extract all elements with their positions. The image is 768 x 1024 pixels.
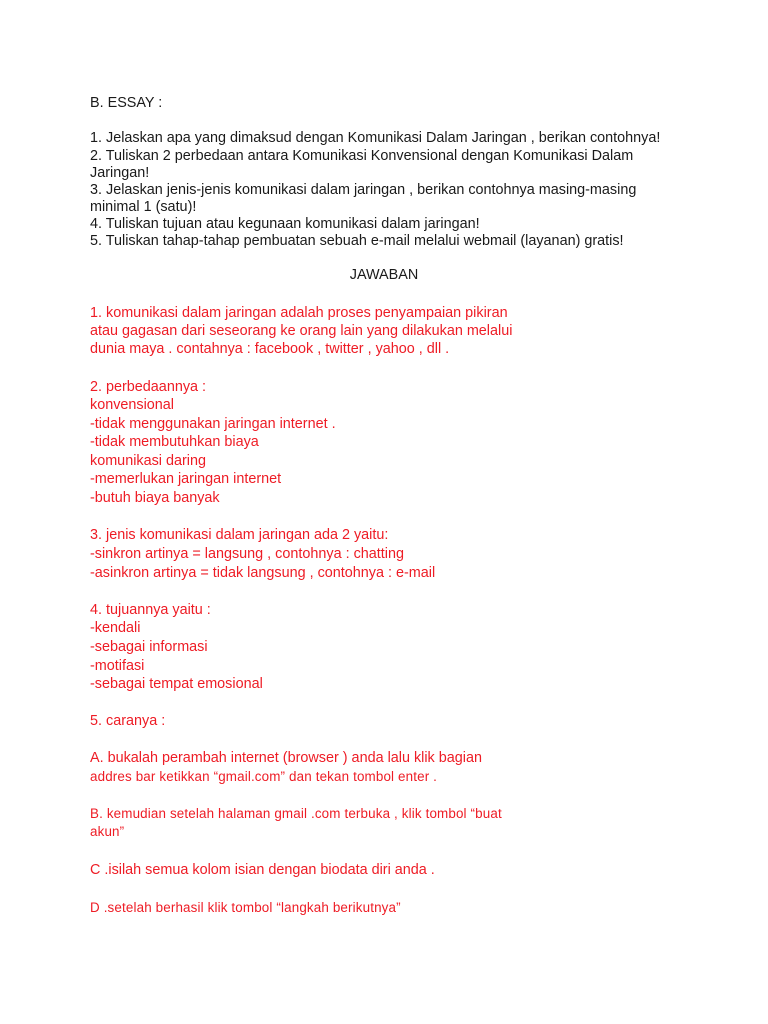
answer-5-step-c: C .isilah semua kolom isian dengan biodata diri anda . (90, 862, 435, 878)
answer-5-step-b-line: akun” (90, 824, 125, 839)
answer-2-line: komunikasi daring (90, 453, 206, 469)
answer-4-line: -motifasi (90, 658, 145, 674)
answer-3-line: -sinkron artinya = langsung , contohnya : chatting (90, 546, 404, 562)
answer-3-line: 3. jenis komunikasi dalam jaringan ada 2 yaitu: (90, 527, 389, 543)
answer-4-line: -kendali (90, 620, 141, 636)
essay-question-line: 1. Jelaskan apa yang dimaksud dengan Komunikasi Dalam Jaringan , berikan contohnya! (90, 130, 661, 146)
answer-2-line: 2. perbedaannya : (90, 379, 207, 395)
answer-5-step-a-line: addres bar ketikkan “gmail.com” dan tekan tombol enter . (90, 769, 438, 784)
answer-5-intro: 5. caranya : (90, 713, 166, 729)
answer-5-step-d: D .setelah berhasil klik tombol “langkah berikutnya” (90, 900, 401, 915)
answer-5-step-b-line: B. kemudian setelah halaman gmail .com terbuka , klik tombol “buat (90, 806, 502, 821)
answer-2-line: -tidak membutuhkan biaya (90, 434, 259, 450)
answer-1-line: 1. komunikasi dalam jaringan adalah proses penyampaian pikiran (90, 305, 508, 321)
answer-2-line: konvensional (90, 397, 175, 413)
essay-heading: B. ESSAY : (90, 95, 163, 111)
answer-2-line: -tidak menggunakan jaringan internet . (90, 416, 336, 432)
essay-question-line: minimal 1 (satu)! (90, 199, 197, 215)
answer-4-line: -sebagai tempat emosional (90, 676, 263, 692)
essay-question-line: 5. Tuliskan tahap-tahap pembuatan sebuah e-mail melalui webmail (layanan) gratis! (90, 233, 624, 249)
answer-4-line: -sebagai informasi (90, 639, 208, 655)
answer-2-line: -memerlukan jaringan internet (90, 471, 282, 487)
answer-5-step-a-line: A. bukalah perambah internet (browser ) anda lalu klik bagian (90, 750, 482, 766)
answer-2-line: -butuh biaya banyak (90, 490, 220, 506)
essay-question-line: 2. Tuliskan 2 perbedaan antara Komunikasi Konvensional dengan Komunikasi Dalam (90, 148, 634, 164)
answer-4-line: 4. tujuannya yaitu : (90, 602, 211, 618)
essay-question-line: 4. Tuliskan tujuan atau kegunaan komunikasi dalam jaringan! (90, 216, 480, 232)
answer-3-line: -asinkron artinya = tidak langsung , contohnya : e-mail (90, 565, 436, 581)
answers-heading: JAWABAN (349, 267, 419, 283)
essay-question-line: 3. Jelaskan jenis-jenis komunikasi dalam jaringan , berikan contohnya masing-masing (90, 182, 637, 198)
essay-question-line: Jaringan! (90, 165, 150, 181)
answer-1-line: dunia maya . contahnya : facebook , twitter , yahoo , dll . (90, 341, 450, 357)
answer-1-line: atau gagasan dari seseorang ke orang lain yang dilakukan melalui (90, 323, 513, 339)
